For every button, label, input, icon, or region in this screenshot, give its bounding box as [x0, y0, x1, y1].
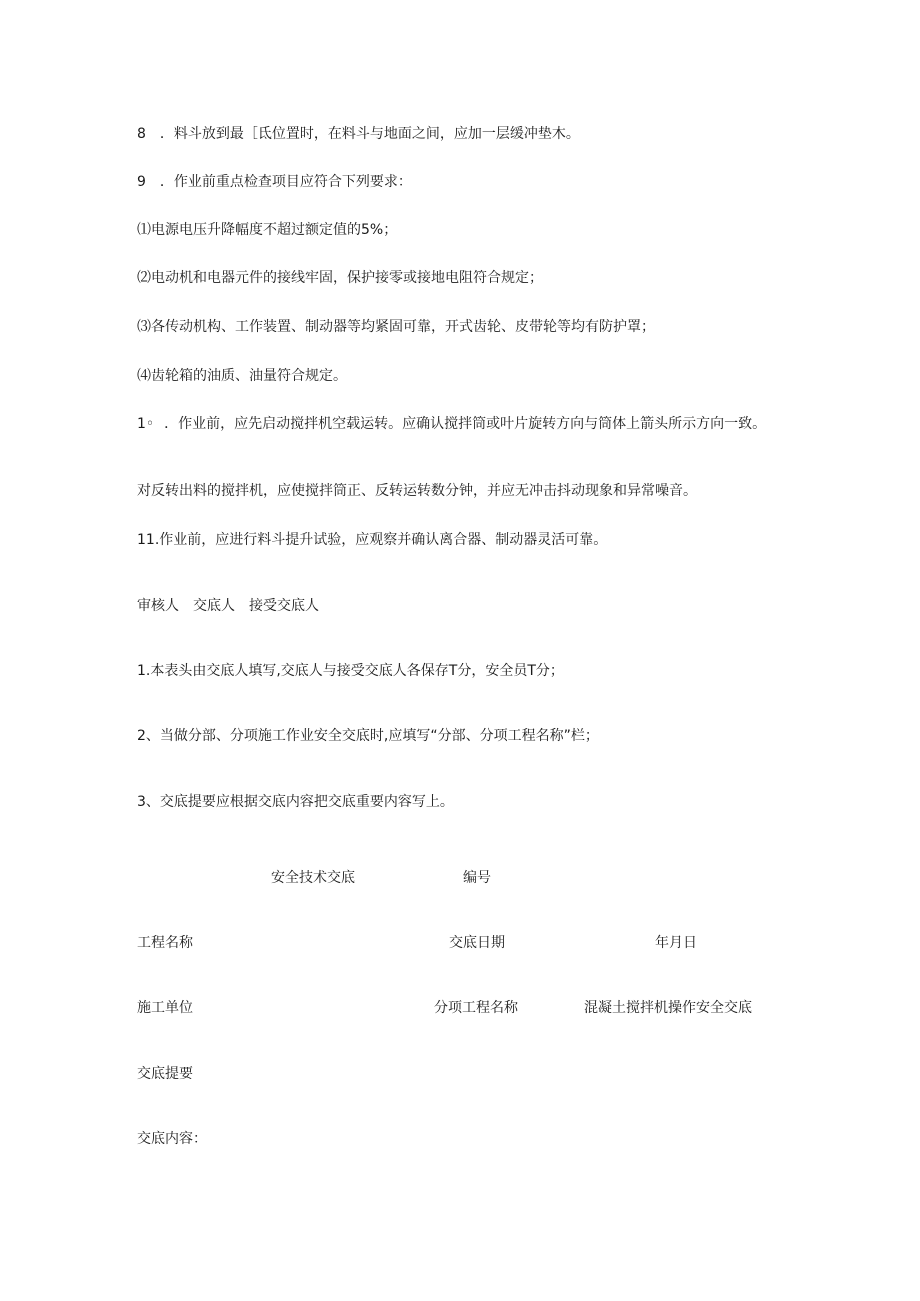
- item-9: [137, 172, 412, 192]
- content-label: 交底内容：: [137, 1131, 207, 1147]
- item-9-text: ．作业前重点检查项目应符合下列要求：: [159, 174, 412, 190]
- item-8-number: 8: [137, 126, 146, 142]
- item-10-text: ．作业前，应先启动搅拌机空载运转。应确认搅拌筒或叶片旋转方向与筒体上箭头所示方向一致。: [164, 416, 767, 432]
- item-8: [137, 124, 580, 144]
- sub-project-label: 分项工程名称: [434, 1000, 518, 1016]
- signature-row: [137, 596, 319, 616]
- note-2: 2、当做分部、分项施工作业安全交底时,应填写“分部、分项工程名称”栏；: [137, 728, 599, 744]
- item-8-text: ．料斗放到最［氐位置时，在料斗与地面之间，应加一层缓冲垫木。: [159, 126, 580, 142]
- sub-item-1: ⑴电源电压升降幅度不超过额定值的5%；: [137, 222, 398, 238]
- project-name-label: 工程名称: [137, 935, 193, 951]
- summary-label: 交底提要: [137, 1066, 193, 1082]
- number-label: 编号: [463, 870, 491, 886]
- receiver-label: 接受交底人: [249, 598, 319, 614]
- note-3: 3、交底提要应根据交底内容把交底重要内容写上。: [137, 794, 454, 810]
- item-9-number: 9: [137, 174, 146, 190]
- date-label: 交底日期: [449, 935, 505, 951]
- note-1: 1.本表头由交底人填写,交底人与接受交底人各保存T分，安全员T分；: [137, 663, 564, 679]
- sub-project-value: 混凝土搅拌机操作安全交底: [584, 1000, 752, 1016]
- reviewer-label: 审核人: [137, 598, 179, 614]
- discloser-label: 交底人: [193, 598, 235, 614]
- construction-unit-label: 施工单位: [137, 1000, 193, 1016]
- item-10: [137, 414, 767, 434]
- item-10-continuation: 对反转出料的搅拌机，应使搅拌筒正、反转运转数分钟，并应无冲击抖动现象和异常噪音。: [137, 483, 697, 499]
- date-value: 年月日: [655, 935, 697, 951]
- sub-item-3: ⑶各传动机构、工作装置、制动器等均紧固可靠，开式齿轮、皮带轮等均有防护罩；: [137, 319, 655, 335]
- form-title: 安全技术交底: [271, 870, 355, 886]
- sub-item-2: ⑵电动机和电器元件的接线牢固，保护接零或接地电阻符合规定；: [137, 270, 543, 286]
- item-11: 11.作业前，应进行料斗提升试验，应观察并确认离合器、制动器灵活可靠。: [137, 532, 608, 548]
- item-10-number: 1◦: [137, 416, 155, 432]
- sub-item-4: ⑷齿轮箱的油质、油量符合规定。: [137, 368, 347, 384]
